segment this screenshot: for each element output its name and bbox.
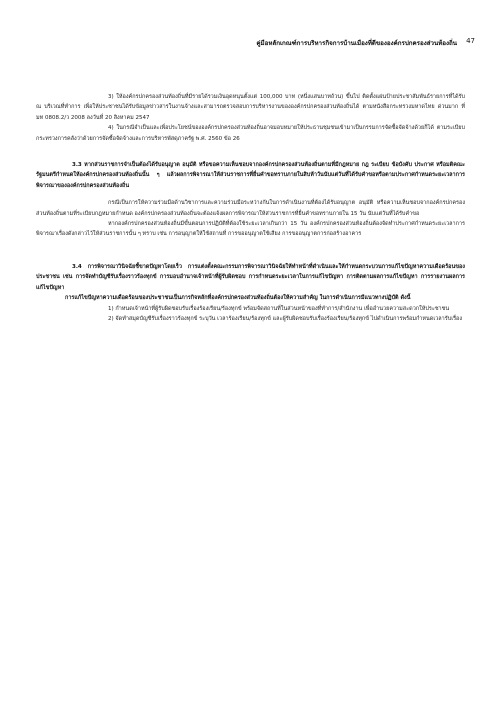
paragraph-3-3: 3) ให้องค์กรปกครองส่วนท้องถิ่นที่มีรายได้รวมเงินอุดหนุนตั้งแต่ 100,000 บาท (หนึ่งแสนบาทถ้วน) ขึ้นไป ติดตั้งแผ่นป้ายประชาสัมพันธ์รายการที่ได้รับ ณ บริเวณที่ทำการ เพื่อให้ประชาชนได้รับข้อมูลข่าวสารในงานจ้างและสามารถตรวจสอบการบริหารงานขององค์กรปกครองส่วนท้องถิ่นได้ ตามหนังสือกระทรวงมหาดไทย ด่วนมาก ที่ มท 0808.2/ว 2008 ลงวันที่ 20 สิงหาคม 2547 [36, 94, 465, 121]
list-item-1: 1) กำหนดเจ้าหน้าที่ผู้รับผิดชอบรับเรื่องร้องเรียน/ร้องทุกข์ พร้อมจัดสถานที่ในส่วนหน้าของที่ทำการ/สำนักงาน เพื่ออำนวยความสะดวกให้ประชาชน [108, 305, 450, 312]
document-body [36, 92, 465, 324]
page-number: 47 [466, 37, 475, 45]
list-item-2: 2) จัดทำสมุดบัญชีรับเรื่องราวร้องทุกข์ ระบุวัน เวลาร้องเรียน/ร้องทุกข์ และผู้รับผิดชอบรับเรื่องร้องเรียน/ร้องทุกข์ ไปดำเนินการพร้อมกำหนดเวลารับเรื่อง [108, 315, 463, 322]
section-3-4-subheading: การแก้ไขปัญหาความเดือดร้อนของประชาชนเป็นภารกิจหลักที่องค์กรปกครองส่วนท้องถิ่นต้องให้ความสำคัญ ในการดำเนินการมีแนวทางปฏิบัติ ดังนี้ [65, 295, 411, 302]
paragraph-3-3-extra: หากองค์กรปกครองส่วนท้องถิ่นมีขั้นตอนการปฏิบัติที่ต้องใช้ระยะเวลาเกินกว่า 15 วัน องค์กรปกครองส่วนท้องถิ่นต้องจัดทำประกาศกำหนดระยะเวลาการพิจารณาเรื่องดังกล่าวไว้ให้ส่วนราชการนั้น ๆ ทราบ เช่น การอนุญาตให้ใช้สถานที่ การขออนุญาตใช้เสียง การขออนุญาตการก่อสร้างอาคาร [36, 221, 465, 238]
header-title: คู่มือหลักเกณฑ์การบริหารกิจการบ้านเมืองที่ดีขององค์กรปกครองส่วนท้องถิ่น [256, 40, 457, 47]
page-header [0, 38, 497, 48]
section-3-3-heading: 3.3 หากส่วนราชการจำเป็นต้องได้รับอนุญาต อนุมัติ หรือขอความเห็นชอบจากองค์กรปกครองส่วนท้องถิ่นตามที่มีกฎหมาย กฎ ระเบียบ ข้อบังคับ ประกาศ หรือมติคณะรัฐมนตรีกำหนดให้องค์กรปกครองส่วนท้องถิ่นนั้น ๆ แล้วผลการพิจารณาให้ส่วนราชการที่ยื่นคำขอทราบภายในสิบห้าวันนับแต่วันที่ได้รับคำขอหรือตามประกาศกำหนดระยะเวลาการพิจารณาขององค์กรปกครองส่วนท้องถิ่น [36, 162, 465, 189]
paragraph-3-4: 4) ในกรณีจำเป็นและเพื่อประโยชน์ขององค์กรปกครองส่วนท้องถิ่นอาจมอบหมายให้ประธานชุมชนเข้ามาเป็นกรรมการจัดซื้อจัดจ้างด้วยก็ได้ ตามระเบียบกระทรวงการคลังว่าด้วยการจัดซื้อจัดจ้างและการบริหารพัสดุภาครัฐ พ.ศ. 2560 ข้อ 26 [36, 125, 465, 142]
paragraph-3-3-detail: กรณีเป็นการให้ความร่วมมือด้านวิชาการและความร่วมมือระหว่างกันในการดำเนินงานที่ต้องได้รับอนุญาต อนุมัติ หรือความเห็นชอบจากองค์กรปกครองส่วนท้องถิ่นตามที่ระเบียบกฎหมายกำหนด องค์กรปกครองส่วนท้องถิ่นจะต้องแจ้งผลการพิจารณาให้ส่วนราชการที่ยื่นคำขอทราบภายใน 15 วัน นับแต่วันที่ได้รับคำขอ [36, 200, 465, 217]
section-3-4-heading: 3.4 การพิจารณาวินิจฉัยชี้ขาดปัญหาโดยเร็ว การแต่งตั้งคณะกรรมการพิจารณาวินิจฉัยให้ทำหน้าที่ดำเนินและให้กำหนดกระบวนการแก้ไขปัญหาความเดือดร้อนของประชาชน เช่น การจัดทำบัญชีรับเรื่องราวร้องทุกข์ การมอบอำนาจเจ้าหน้าที่ผู้รับผิดชอบ การกำหนดระยะเวลาในการแก้ไขปัญหา การติดตามผลการแก้ไขปัญหา การรายงานผลการแก้ไขปัญหา [36, 263, 465, 291]
